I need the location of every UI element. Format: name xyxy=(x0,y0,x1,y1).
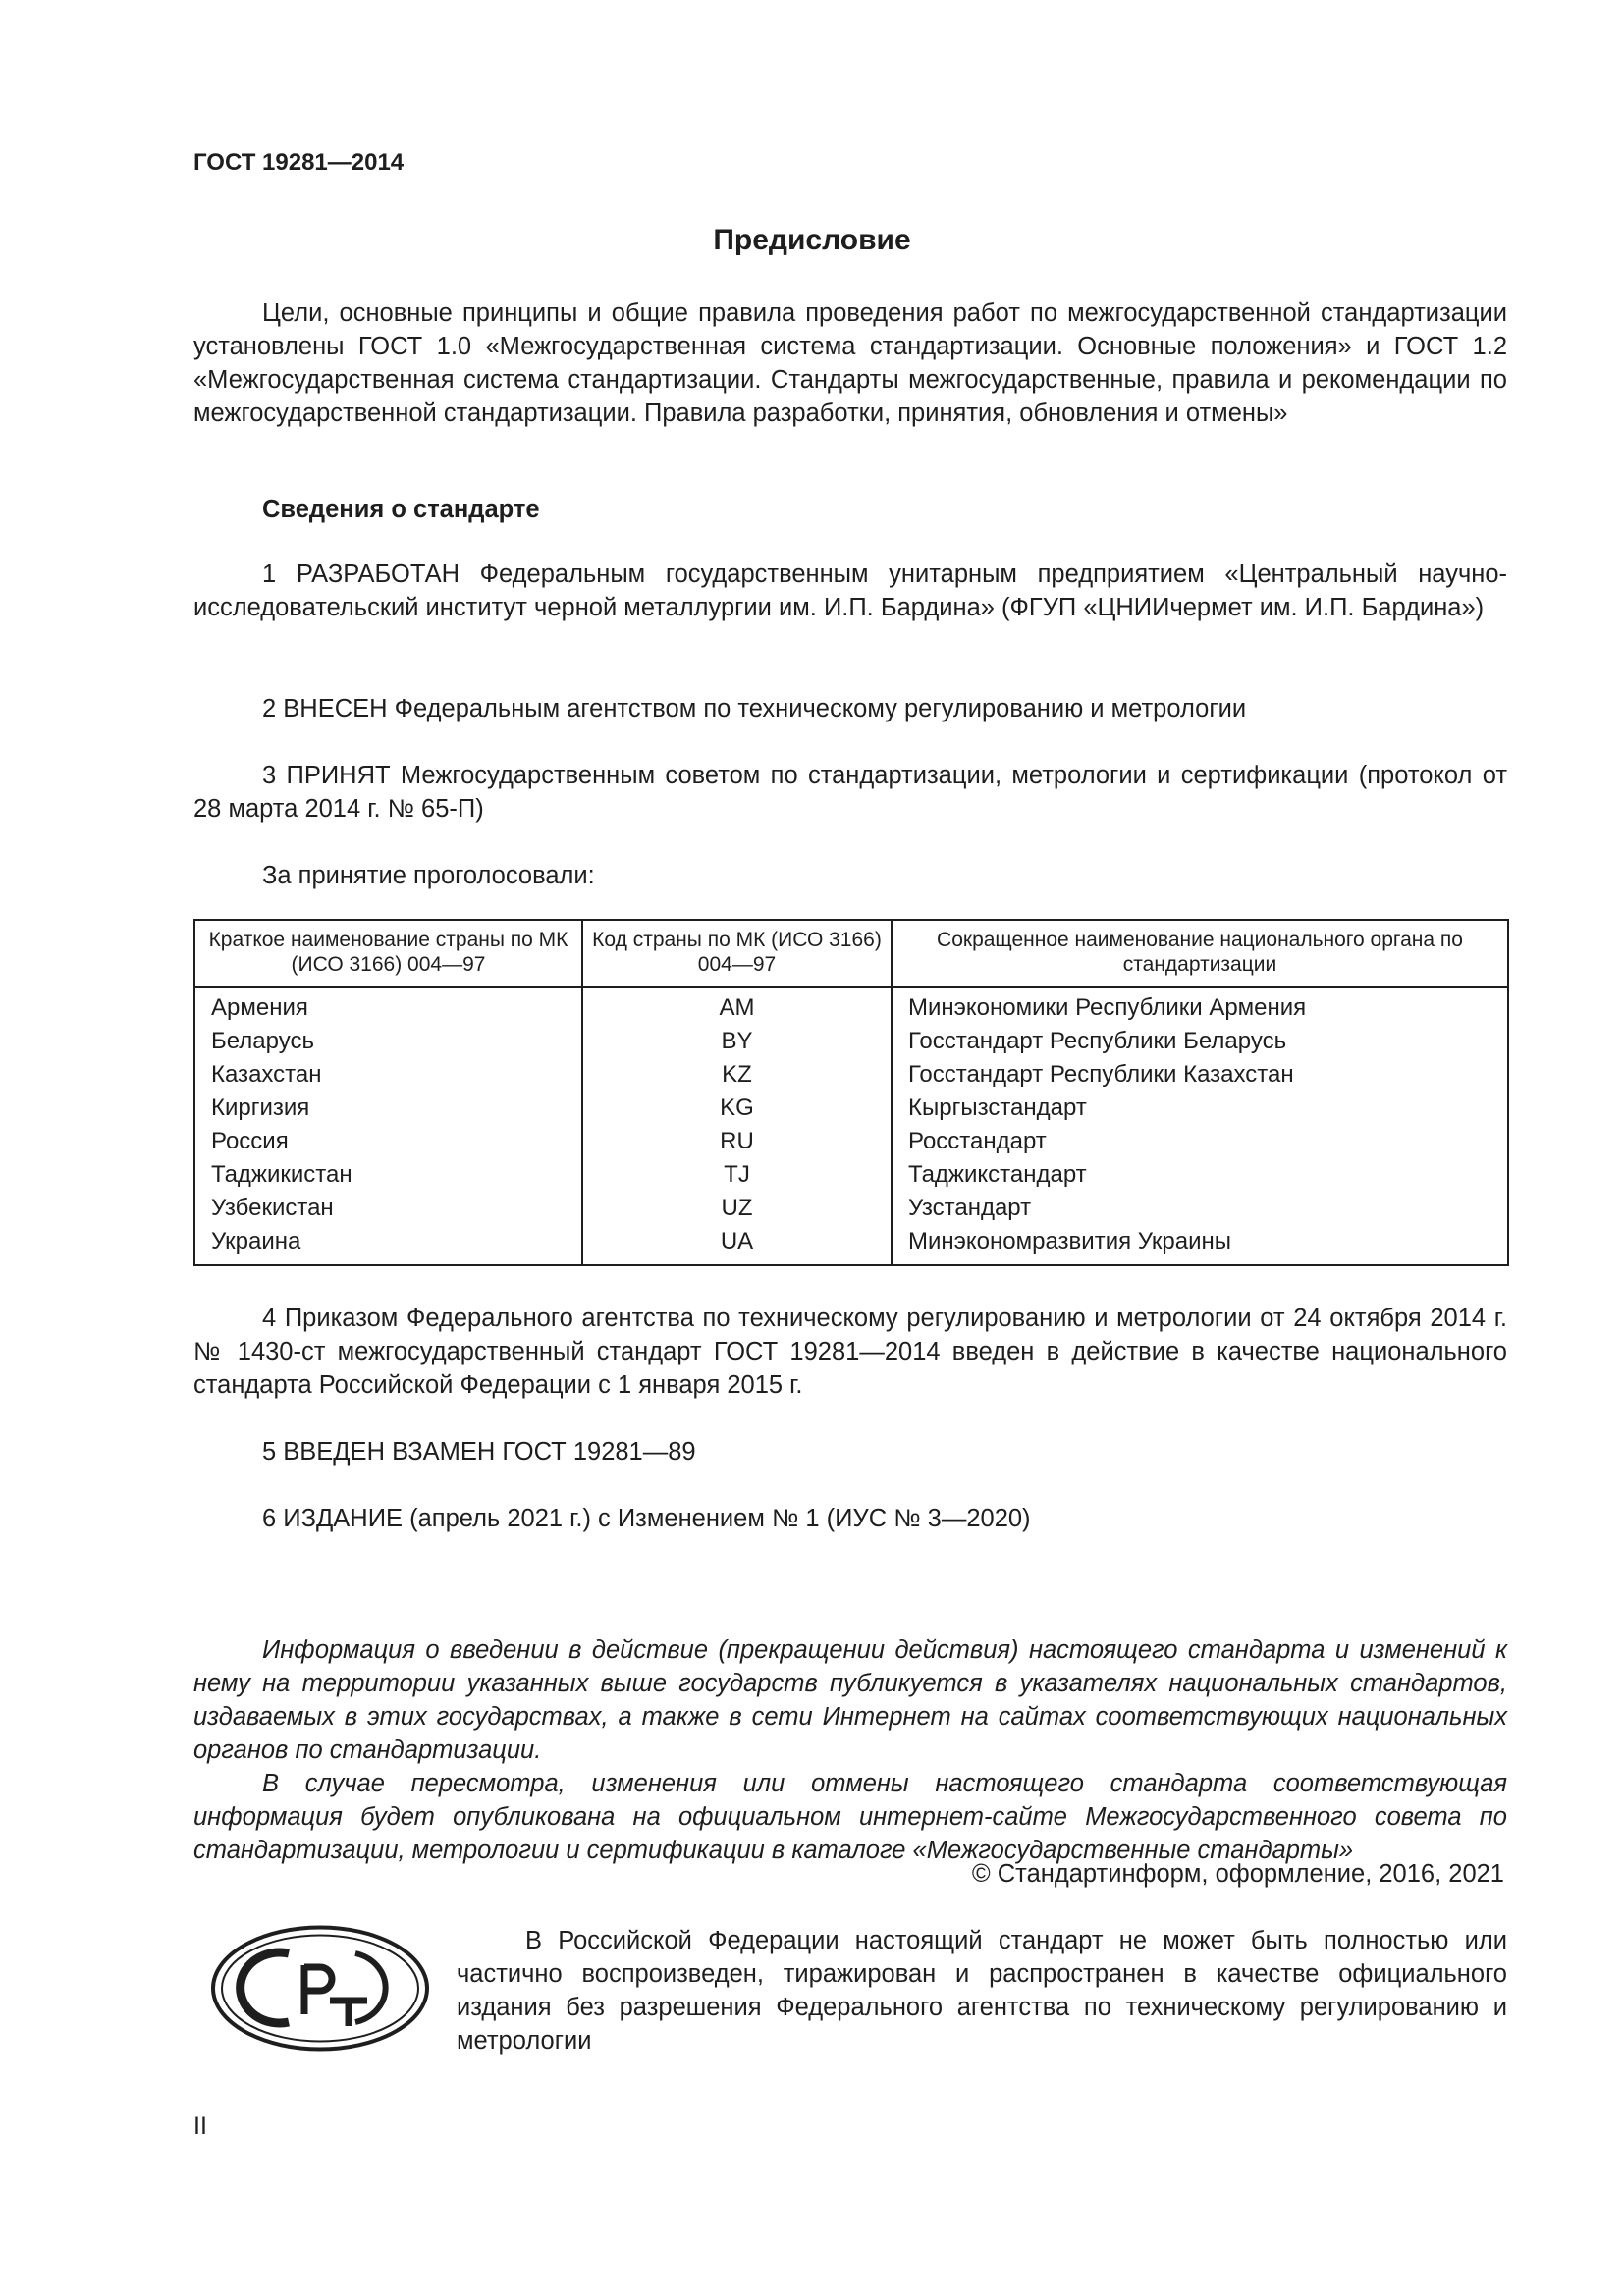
item-4: 4 Приказом Федерального агентства по техническому регулированию и метрологии от 24 октября 2014 г. № 1430-ст межгосударственный стандарт ГОСТ 19281—2014 введен в действие в качестве национального стандарта Российской Федерации с 1 января 2015 г. xyxy=(193,1305,1507,1399)
authority-cell: Минэкономики Республики Армения xyxy=(892,991,1508,1025)
italic-note-2: В случае пересмотра, изменения или отмены настоящего стандарта соответствующая информация будет опубликована на официальном интернет-сайте Межгосударственного совета по стандартизации, метрологии и сертификации в каталоге «Межгосударственные стандарты» xyxy=(193,1770,1507,1864)
item-3: 3 ПРИНЯТ Межгосударственным советом по стандартизации, метрологии и сертификации (протокол от 28 марта 2014 г. № 65-П) xyxy=(193,762,1507,823)
italic-note-1: Информация о введении в действие (прекращении действия) настоящего стандарта и изменений к нему на территории указанных выше государств публикуется в указателях национальных стандартов, издаваемых в этих государствах, а также в сети Интернет на сайтах соответствующих национальных органов по стандартизации. xyxy=(193,1636,1507,1764)
table-header-row xyxy=(194,920,1508,987)
authority-cell: Таджикстандарт xyxy=(892,1158,1508,1192)
page-number: II xyxy=(193,2112,207,2140)
column-header-country: Краткое наименование страны по МК (ИСО 3166) 004—97 xyxy=(194,920,582,987)
voted-label: За принятие проголосовали: xyxy=(262,862,595,889)
code-cell: KG xyxy=(582,1092,892,1125)
authority-cell: Госстандарт Республики Беларусь xyxy=(892,1025,1508,1058)
authority-cell: Минэкономразвития Украины xyxy=(892,1225,1508,1265)
code-cell: UA xyxy=(582,1225,892,1265)
authority-cell: Росстандарт xyxy=(892,1125,1508,1158)
code-cell: UZ xyxy=(582,1192,892,1225)
info-heading: Сведения о стандарте xyxy=(262,496,540,523)
table-row xyxy=(194,1158,1508,1192)
table-row xyxy=(194,1125,1508,1158)
document-header: ГОСТ 19281—2014 xyxy=(193,149,405,176)
country-cell: Беларусь xyxy=(194,1025,582,1058)
country-cell: Киргизия xyxy=(194,1092,582,1125)
code-cell: TJ xyxy=(582,1158,892,1192)
item-2: 2 ВНЕСЕН Федеральным агентством по техническому регулированию и метрологии xyxy=(262,695,1247,722)
voting-table xyxy=(193,919,1509,1266)
country-cell: Россия xyxy=(194,1125,582,1158)
code-cell: RU xyxy=(582,1125,892,1158)
country-cell: Узбекистан xyxy=(194,1192,582,1225)
table-row xyxy=(194,1092,1508,1125)
column-header-authority: Сокращенное наименование национального органа по стандартизации xyxy=(892,920,1508,987)
table-row xyxy=(194,1192,1508,1225)
intro-paragraph: Цели, основные принципы и общие правила проведения работ по межгосударственной стандартизации установлены ГОСТ 1.0 «Межгосударственная система стандартизации. Основные положения» и ГОСТ 1.2 «Межгосударственная система стандартизации. Стандарты межгосударственные, правила и рекомендации по межгосударственной стандартизации. Правила разработки, принятия, обновления и отмены» xyxy=(193,299,1507,427)
page-title: Предисловие xyxy=(713,224,911,256)
rst-logo-icon xyxy=(210,1924,430,2053)
table-row xyxy=(194,1058,1508,1092)
table-row xyxy=(194,991,1508,1025)
table-row xyxy=(194,1025,1508,1058)
item-1: 1 РАЗРАБОТАН Федеральным государственным унитарным предприятием «Центральный научно-исследовательский институт черной металлургии им. И.П. Бардина» (ФГУП «ЦНИИчермет им. И.П. Бардина») xyxy=(193,561,1507,621)
item-5: 5 ВВЕДЕН ВЗАМЕН ГОСТ 19281—89 xyxy=(262,1438,696,1466)
copyright-notice: В Российской Федерации настоящий стандарт не может быть полностью или частично воспроизведен, тиражирован и распространен в качестве официального издания без разрешения Федерального агентства по техническому регулированию и метрологии xyxy=(457,1927,1507,2055)
column-header-code: Код страны по МК (ИСО 3166) 004—97 xyxy=(582,920,892,987)
country-cell: Таджикистан xyxy=(194,1158,582,1192)
country-cell: Украина xyxy=(194,1225,582,1265)
table-row xyxy=(194,1225,1508,1265)
country-cell: Казахстан xyxy=(194,1058,582,1092)
code-cell: KZ xyxy=(582,1058,892,1092)
authority-cell: Узстандарт xyxy=(892,1192,1508,1225)
authority-cell: Госстандарт Республики Казахстан xyxy=(892,1058,1508,1092)
authority-cell: Кыргызстандарт xyxy=(892,1092,1508,1125)
code-cell: AM xyxy=(582,991,892,1025)
copyright-line: © Стандартинформ, оформление, 2016, 2021 xyxy=(971,1860,1504,1888)
item-6: 6 ИЗДАНИЕ (апрель 2021 г.) с Изменением № 1 (ИУС № 3—2020) xyxy=(262,1505,1031,1532)
code-cell: BY xyxy=(582,1025,892,1058)
country-cell: Армения xyxy=(194,991,582,1025)
